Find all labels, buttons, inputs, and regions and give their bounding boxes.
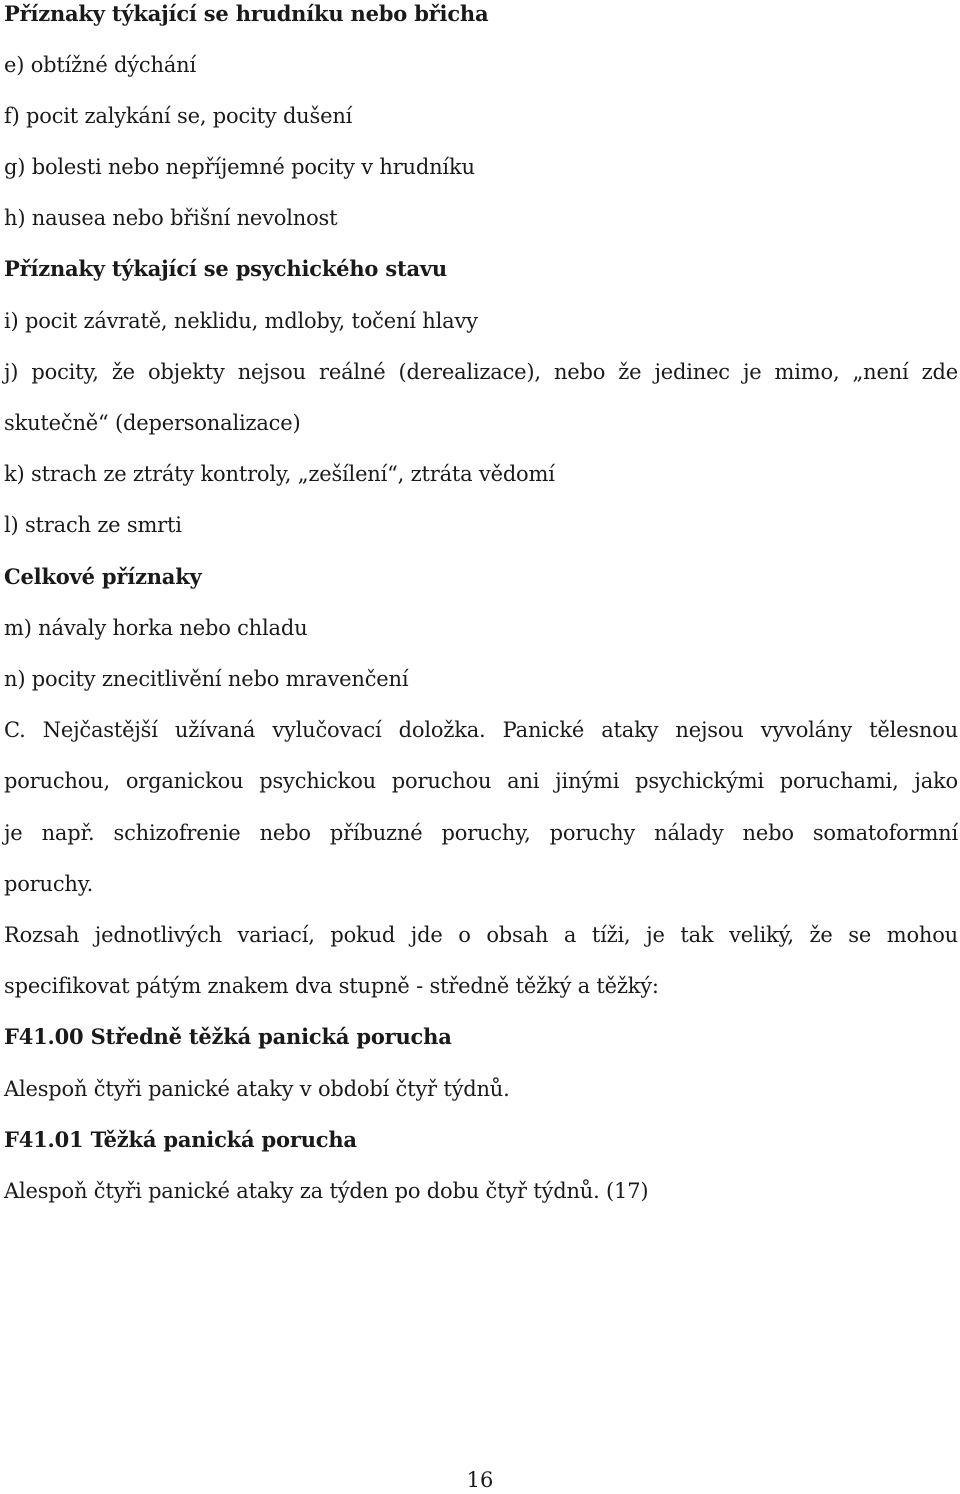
- heading-f41-00: F41.00 Středně těžká panická porucha: [4, 1024, 452, 1049]
- paragraph-f41-01: Alespoň čtyři panické ataky za týden po dobu čtyř týdnů. (17): [4, 1179, 649, 1203]
- list-item-m: m) návaly horka nebo chladu: [4, 616, 308, 640]
- list-item-i: i) pocit závratě, neklidu, mdloby, točení hlavy: [4, 309, 478, 333]
- heading-f41-01: F41.01 Těžká panická porucha: [4, 1127, 357, 1152]
- list-item-k: k) strach ze ztráty kontroly, „zešílení“, ztráta vědomí: [4, 462, 555, 486]
- paragraph-range-line-2: specifikovat pátým znakem dva stupně - středně těžký a těžký:: [4, 974, 659, 998]
- paragraph-f41-00: Alespoň čtyři panické ataky v období čtyř týdnů.: [4, 1077, 510, 1101]
- heading-psychic-state: Příznaky týkající se psychického stavu: [4, 256, 447, 281]
- heading-chest-abdomen: Příznaky týkající se hrudníku nebo břicha: [4, 1, 489, 26]
- list-item-j-continuation: skutečně“ (depersonalizace): [4, 411, 301, 435]
- paragraph-range-line-1: Rozsah jednotlivých variací, pokud jde o obsah a tíži, je tak veliký, že se mohou: [4, 923, 958, 947]
- heading-general-symptoms: Celkové příznaky: [4, 564, 202, 589]
- list-item-n: n) pocity znecitlivění nebo mravenčení: [4, 667, 409, 691]
- page-number: 16: [466, 1468, 494, 1492]
- list-item-e: e) obtížné dýchání: [4, 53, 196, 77]
- list-item-f: f) pocit zalykání se, pocity dušení: [4, 104, 353, 128]
- paragraph-c-line-4: poruchy.: [4, 872, 94, 896]
- paragraph-c-line-2: poruchou, organickou psychickou poruchou ani jinými psychickými poruchami, jako: [4, 769, 958, 793]
- list-item-j: j) pocity, že objekty nejsou reálné (derealizace), nebo že jedinec je mimo, „není zde: [4, 360, 958, 384]
- list-item-g: g) bolesti nebo nepříjemné pocity v hrudníku: [4, 155, 475, 179]
- paragraph-c-line-1: C. Nejčastější užívaná vylučovací doložka. Panické ataky nejsou vyvolány tělesnou: [4, 718, 958, 742]
- paragraph-c-line-3: je např. schizofrenie nebo příbuzné poruchy, poruchy nálady nebo somatoformní: [4, 821, 958, 845]
- list-item-h: h) nausea nebo břišní nevolnost: [4, 206, 338, 230]
- list-item-l: l) strach ze smrti: [4, 513, 182, 537]
